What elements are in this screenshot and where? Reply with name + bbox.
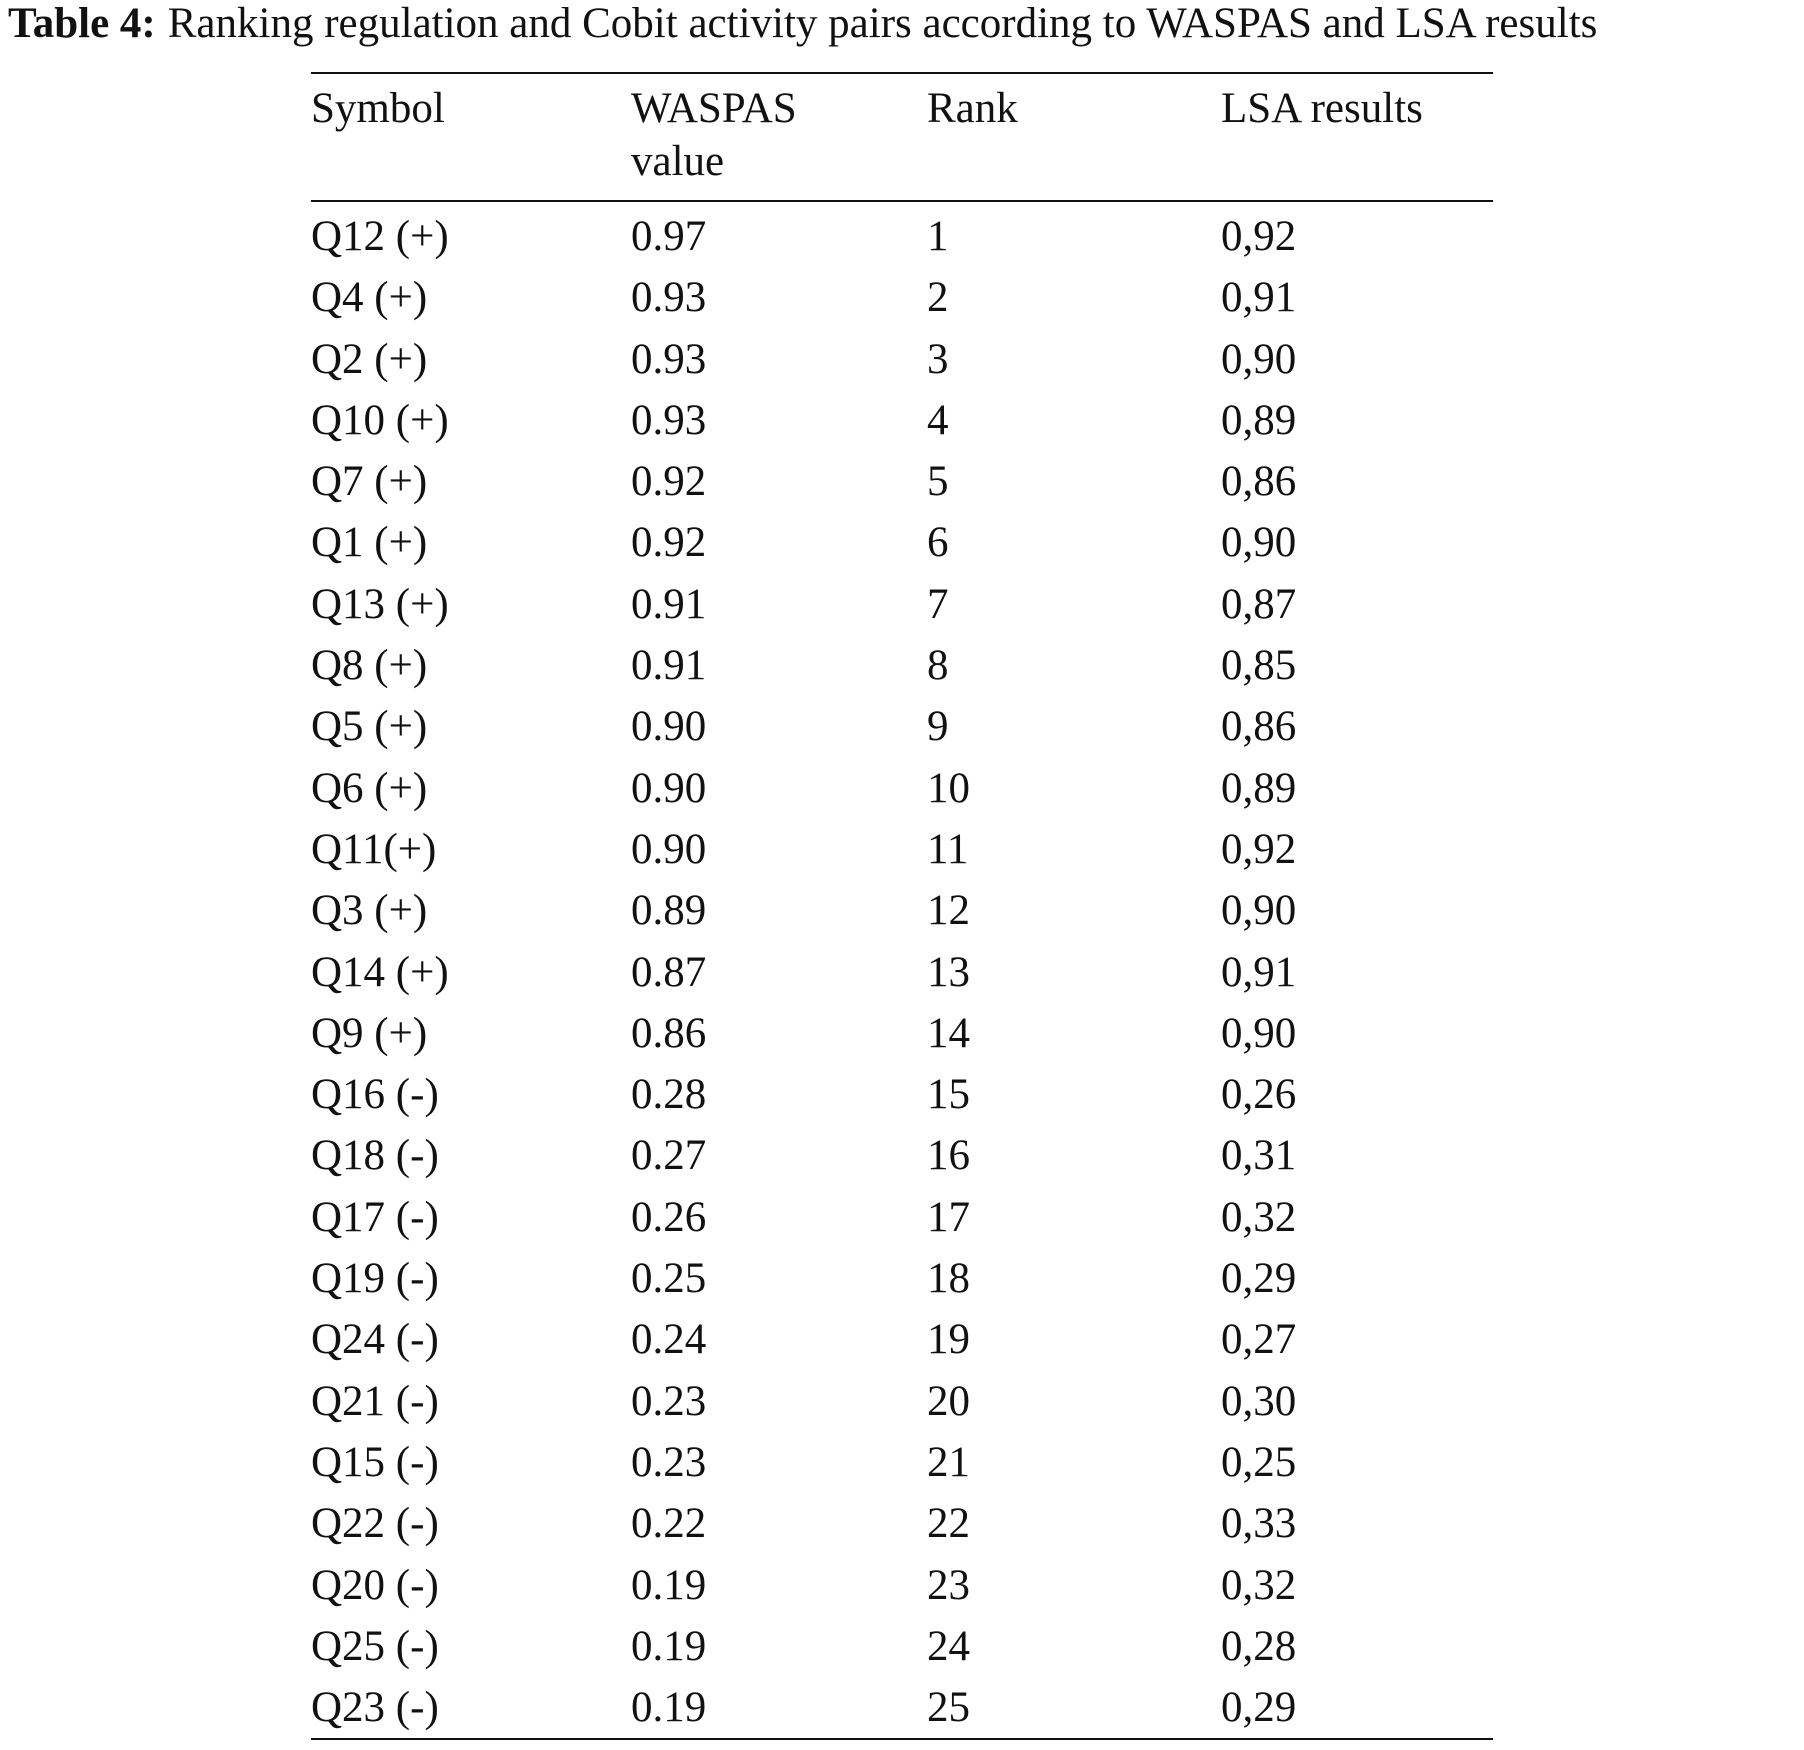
cell-rank: 23	[927, 1561, 970, 1609]
cell-rank: 19	[927, 1316, 970, 1364]
cell-rank: 15	[927, 1071, 970, 1119]
cell-waspas-value: 0.27	[631, 1132, 707, 1180]
cell-symbol: Q2 (+)	[311, 335, 428, 383]
cell-waspas-value: 0.97	[631, 213, 707, 260]
cell-rank: 18	[927, 1255, 970, 1303]
table-row	[311, 201, 1493, 267]
header-waspas-value	[631, 73, 927, 201]
table-row	[311, 512, 1493, 573]
cell-waspas-value: 0.90	[631, 703, 707, 751]
cell-waspas-value: 0.90	[631, 764, 707, 812]
cell-symbol: Q16 (-)	[311, 1071, 439, 1119]
cell-lsa-result: 0,25	[1221, 1438, 1297, 1486]
cell-waspas-value: 0.22	[631, 1500, 707, 1548]
cell-lsa-result: 0,92	[1221, 825, 1297, 873]
cell-lsa-result: 0,91	[1221, 274, 1297, 322]
cell-waspas-value: 0.93	[631, 396, 707, 444]
table-row	[311, 819, 1493, 880]
cell-symbol: Q19 (-)	[311, 1255, 439, 1303]
table-row	[311, 267, 1493, 328]
cell-lsa-result: 0,27	[1221, 1316, 1297, 1364]
table-row	[311, 1493, 1493, 1554]
cell-rank: 25	[927, 1684, 970, 1732]
caption-label: Table 4:	[8, 0, 156, 47]
cell-waspas-value: 0.90	[631, 825, 707, 873]
table-row	[311, 942, 1493, 1003]
cell-symbol: Q12 (+)	[311, 213, 449, 260]
table-caption	[8, 0, 1804, 50]
header-rank: Rank	[927, 85, 1018, 132]
cell-symbol: Q13 (+)	[311, 580, 449, 628]
cell-waspas-value: 0.92	[631, 519, 707, 567]
cell-rank: 9	[927, 703, 949, 751]
cell-lsa-result: 0,32	[1221, 1193, 1297, 1241]
cell-rank: 12	[927, 887, 970, 935]
cell-symbol: Q24 (-)	[311, 1316, 439, 1364]
cell-rank: 7	[927, 580, 949, 628]
table-row	[311, 1432, 1493, 1493]
table-row	[311, 329, 1493, 390]
cell-lsa-result: 0,92	[1221, 213, 1297, 260]
table-row	[311, 1248, 1493, 1309]
table-row	[311, 1125, 1493, 1186]
cell-rank: 4	[927, 396, 949, 444]
cell-symbol: Q22 (-)	[311, 1500, 439, 1548]
cell-waspas-value: 0.28	[631, 1071, 707, 1119]
cell-waspas-value: 0.91	[631, 642, 707, 690]
table-row	[311, 1187, 1493, 1248]
ranking-table	[311, 72, 1493, 1740]
cell-waspas-value: 0.89	[631, 887, 707, 935]
cell-symbol: Q10 (+)	[311, 396, 449, 444]
cell-rank: 11	[927, 825, 969, 873]
table-row	[311, 1677, 1493, 1739]
cell-rank: 21	[927, 1438, 970, 1486]
cell-symbol: Q6 (+)	[311, 764, 428, 812]
cell-lsa-result: 0,85	[1221, 642, 1297, 690]
cell-lsa-result: 0,31	[1221, 1132, 1297, 1180]
cell-rank: 20	[927, 1377, 970, 1425]
cell-rank: 16	[927, 1132, 970, 1180]
cell-lsa-result: 0,29	[1221, 1684, 1297, 1732]
cell-rank: 3	[927, 335, 949, 383]
table-row	[311, 635, 1493, 696]
cell-symbol: Q5 (+)	[311, 703, 428, 751]
cell-symbol: Q23 (-)	[311, 1684, 439, 1732]
header-waspas-line2: value	[631, 138, 725, 185]
cell-waspas-value: 0.25	[631, 1255, 707, 1303]
header-row	[311, 73, 1493, 201]
cell-rank: 6	[927, 519, 949, 567]
cell-rank: 13	[927, 948, 970, 996]
table-row	[311, 1616, 1493, 1677]
cell-waspas-value: 0.26	[631, 1193, 707, 1241]
cell-lsa-result: 0,28	[1221, 1622, 1297, 1670]
cell-rank: 17	[927, 1193, 970, 1241]
table-row	[311, 1309, 1493, 1370]
cell-symbol: Q1 (+)	[311, 519, 428, 567]
cell-lsa-result: 0,33	[1221, 1500, 1297, 1548]
cell-waspas-value: 0.87	[631, 948, 707, 996]
cell-waspas-value: 0.93	[631, 274, 707, 322]
table-row	[311, 451, 1493, 512]
table-row	[311, 1003, 1493, 1064]
table-row	[311, 1064, 1493, 1125]
cell-lsa-result: 0,29	[1221, 1255, 1297, 1303]
cell-waspas-value: 0.24	[631, 1316, 707, 1364]
cell-rank: 2	[927, 274, 949, 322]
cell-lsa-result: 0,90	[1221, 887, 1297, 935]
table-row	[311, 696, 1493, 757]
table-row	[311, 390, 1493, 451]
cell-symbol: Q9 (+)	[311, 1009, 428, 1057]
cell-symbol: Q21 (-)	[311, 1377, 439, 1425]
table-row	[311, 574, 1493, 635]
cell-rank: 8	[927, 642, 949, 690]
header-lsa-results: LSA results	[1221, 85, 1423, 132]
table-row	[311, 1371, 1493, 1432]
cell-symbol: Q8 (+)	[311, 642, 428, 690]
cell-lsa-result: 0,90	[1221, 519, 1297, 567]
cell-lsa-result: 0,30	[1221, 1377, 1297, 1425]
cell-waspas-value: 0.19	[631, 1561, 707, 1609]
cell-lsa-result: 0,87	[1221, 580, 1297, 628]
cell-rank: 24	[927, 1622, 970, 1670]
cell-symbol: Q7 (+)	[311, 458, 428, 506]
cell-lsa-result: 0,91	[1221, 948, 1297, 996]
cell-symbol: Q4 (+)	[311, 274, 428, 322]
cell-symbol: Q3 (+)	[311, 887, 428, 935]
cell-lsa-result: 0,89	[1221, 396, 1297, 444]
header-waspas-line1: WASPAS	[631, 85, 797, 132]
caption-text: Ranking regulation and Cobit activity pairs according to WASPAS and LSA results	[167, 0, 1598, 47]
cell-waspas-value: 0.86	[631, 1009, 707, 1057]
cell-lsa-result: 0,26	[1221, 1071, 1297, 1119]
cell-rank: 1	[927, 213, 949, 260]
table-header	[311, 73, 1493, 201]
cell-lsa-result: 0,86	[1221, 703, 1297, 751]
ranking-table-container	[311, 72, 1493, 1740]
cell-symbol: Q25 (-)	[311, 1622, 439, 1670]
cell-lsa-result: 0,90	[1221, 1009, 1297, 1057]
table-row	[311, 1555, 1493, 1616]
cell-symbol: Q14 (+)	[311, 948, 449, 996]
cell-lsa-result: 0,89	[1221, 764, 1297, 812]
cell-waspas-value: 0.91	[631, 580, 707, 628]
cell-lsa-result: 0,90	[1221, 335, 1297, 383]
table-row	[311, 880, 1493, 941]
table-body	[311, 201, 1493, 1739]
header-symbol: Symbol	[311, 85, 445, 132]
cell-waspas-value: 0.92	[631, 458, 707, 506]
cell-rank: 10	[927, 764, 970, 812]
cell-waspas-value: 0.23	[631, 1438, 707, 1486]
cell-symbol: Q15 (-)	[311, 1438, 439, 1486]
cell-lsa-result: 0,86	[1221, 458, 1297, 506]
cell-waspas-value: 0.19	[631, 1684, 707, 1732]
table-row	[311, 758, 1493, 819]
cell-rank: 5	[927, 458, 949, 506]
cell-waspas-value: 0.23	[631, 1377, 707, 1425]
cell-waspas-value: 0.93	[631, 335, 707, 383]
cell-symbol: Q17 (-)	[311, 1193, 439, 1241]
cell-waspas-value: 0.19	[631, 1622, 707, 1670]
cell-lsa-result: 0,32	[1221, 1561, 1297, 1609]
cell-symbol: Q20 (-)	[311, 1561, 439, 1609]
cell-rank: 22	[927, 1500, 970, 1548]
cell-rank: 14	[927, 1009, 970, 1057]
cell-symbol: Q18 (-)	[311, 1132, 439, 1180]
cell-symbol: Q11(+)	[311, 825, 437, 873]
